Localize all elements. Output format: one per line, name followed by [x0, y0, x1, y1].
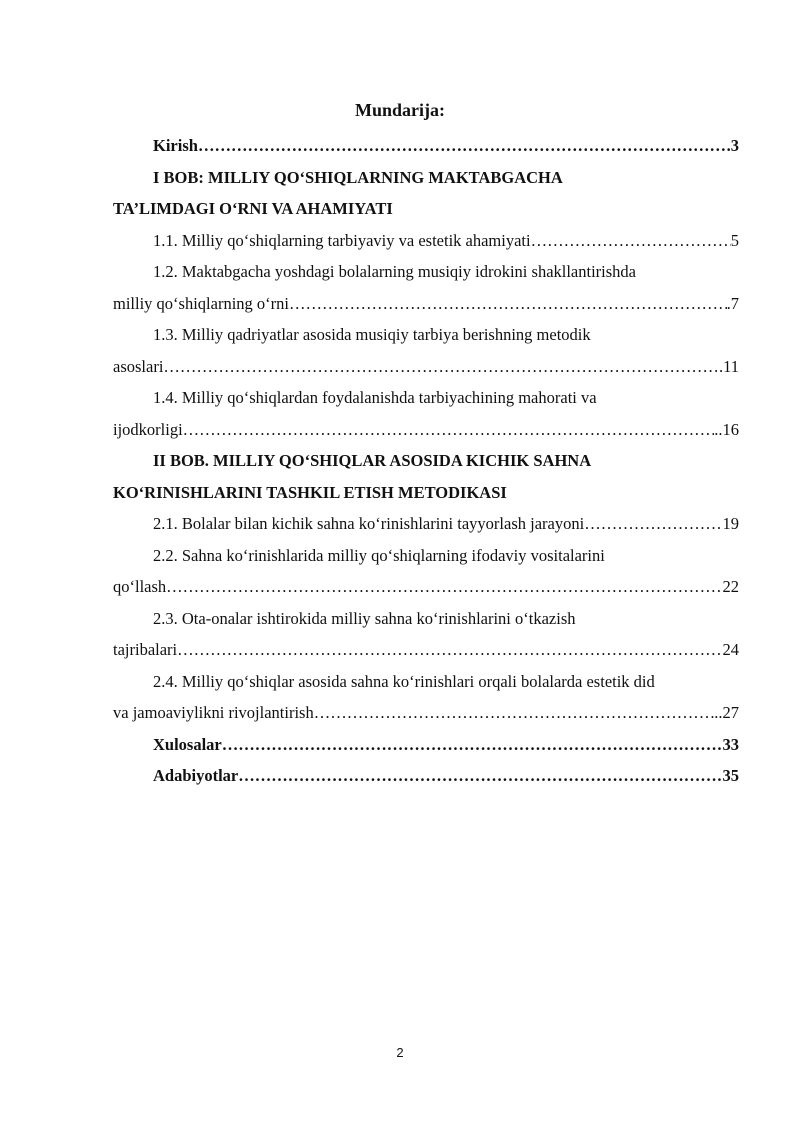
- toc-entry-label: Adabiyotlar: [153, 766, 239, 785]
- toc-entry-line-1: 2.3. Ota-onalar ishtirokida milliy sahna ko‘rinishlarini o‘tkazish: [153, 608, 576, 628]
- toc-entry-line-2: tajribalari: [113, 640, 178, 659]
- chapter-heading-line-1: II BOB. MILLIY QO‘SHIQLAR ASOSIDA KICHIK SAHNA: [153, 451, 592, 470]
- chapter-heading-line-2: TA’LIMDAGI O‘RNI VA AHAMIYATI: [113, 199, 393, 218]
- toc-page-number: .7: [726, 293, 739, 313]
- dot-leader: [166, 571, 722, 603]
- toc-entry-2-3[interactable]: [113, 603, 739, 666]
- toc-entry-line-2: milliy qo‘shiqlarning o‘rni: [113, 293, 289, 313]
- toc-page-number: 5: [730, 230, 739, 250]
- toc-chapter-1[interactable]: [113, 162, 739, 225]
- toc-entry-adabiyotlar[interactable]: [113, 760, 739, 792]
- toc-entry-line-1: 2.2. Sahna ko‘rinishlarida milliy qo‘shiqlarning ifodaviy vositalarini: [153, 545, 605, 565]
- toc-entry-line-2: qo‘llash: [113, 577, 167, 596]
- toc-entry-line-1: 1.4. Milliy qo‘shiqlardan foydalanishda tarbiyachining mahorati va: [153, 388, 597, 407]
- toc-page-number: 33: [722, 734, 739, 754]
- toc-entry-line-1: 2.4. Milliy qo‘shiqlar asosida sahna ko‘rinishlari orqali bolalarda estetik did: [153, 671, 655, 691]
- toc-entry-line-1: 1.3. Milliy qadriyatlar asosida musiqiy tarbiya berishning metodik: [153, 325, 591, 344]
- toc-page-number: 19: [722, 514, 739, 533]
- dot-leader: [531, 225, 731, 257]
- toc-entry-line-2: va jamoaviylikni rivojlantirish: [113, 703, 314, 722]
- toc-entry-label: Kirish: [153, 136, 198, 155]
- toc-entry-2-4[interactable]: [113, 666, 739, 729]
- toc-entry-1-2[interactable]: [113, 256, 739, 319]
- dot-leader: [163, 351, 719, 383]
- toc-page-number: .11: [718, 356, 739, 376]
- table-of-contents: [113, 130, 739, 792]
- dot-leader: [183, 414, 715, 446]
- toc-entry-line-2: asoslari: [113, 356, 164, 376]
- chapter-heading-line-1: I BOB: MILLIY QO‘SHIQLARNING MAKTABGACHA: [153, 167, 563, 187]
- toc-entry-label: 1.1. Milliy qo‘shiqlarning tarbiyaviy va estetik ahamiyati: [153, 230, 531, 250]
- toc-page-number: ..16: [714, 419, 739, 439]
- toc-entry-1-4[interactable]: [113, 382, 739, 445]
- toc-page-number: .3: [726, 136, 739, 155]
- toc-entry-line-2: ijodkorligi: [113, 419, 183, 439]
- toc-page-number: 24: [722, 640, 739, 659]
- toc-entry-1-1[interactable]: [113, 225, 739, 257]
- toc-title: Mundarija:: [355, 100, 445, 120]
- dot-leader: [289, 288, 727, 320]
- toc-entry-1-3[interactable]: [113, 319, 739, 382]
- page-number: 2: [396, 1045, 404, 1060]
- toc-page-number: ..27: [714, 703, 739, 722]
- toc-entry-label: Xulosalar: [153, 734, 222, 754]
- toc-entry-kirish[interactable]: [113, 130, 739, 162]
- toc-entry-2-2[interactable]: [113, 540, 739, 603]
- toc-entry-line-1: 1.2. Maktabgacha yoshdagi bolalarning musiqiy idrokini shakllantirishda: [153, 262, 636, 281]
- toc-entry-2-1[interactable]: [113, 508, 739, 540]
- toc-entry-xulosalar[interactable]: [113, 729, 739, 761]
- dot-leader: [584, 508, 722, 540]
- chapter-heading-line-2: KO‘RINISHLARINI TASHKIL ETISH METODIKASI: [113, 482, 507, 502]
- dot-leader: [177, 634, 722, 666]
- dot-leader: [238, 760, 722, 792]
- dot-leader: [314, 697, 715, 729]
- toc-entry-label: 2.1. Bolalar bilan kichik sahna ko‘rinishlarini tayyorlash jarayoni: [153, 514, 585, 533]
- dot-leader: [198, 130, 727, 162]
- toc-page-number: 22: [722, 577, 739, 596]
- toc-page-number: 35: [722, 766, 739, 785]
- dot-leader: [222, 729, 723, 761]
- toc-chapter-2[interactable]: [113, 445, 739, 508]
